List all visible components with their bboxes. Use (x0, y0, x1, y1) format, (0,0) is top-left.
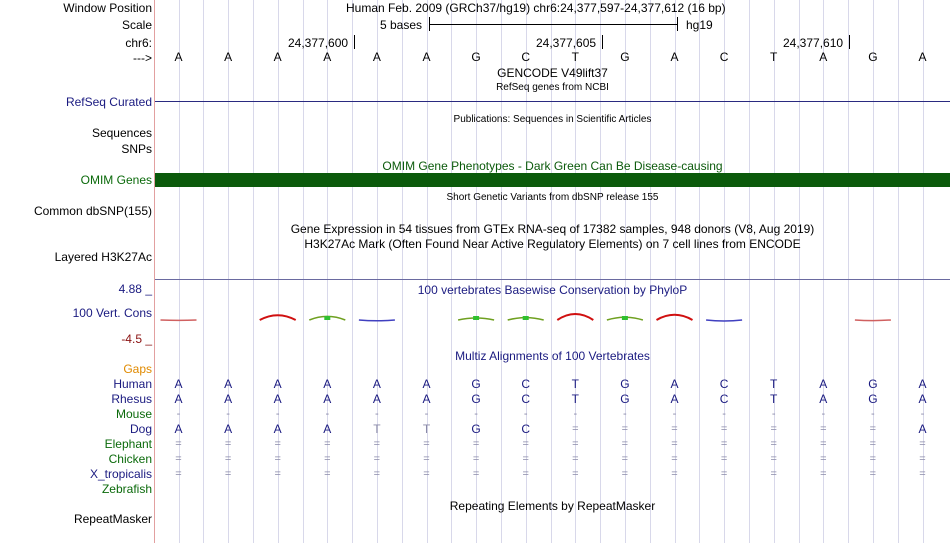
conservation-mark (706, 320, 742, 321)
alignment-base: = (820, 438, 827, 450)
alignment-base: = (373, 453, 381, 465)
track-label-dbsnp[interactable]: Common dbSNP(155) (33, 204, 152, 218)
track-label-h3k27ac[interactable]: Layered H3K27Ac (54, 250, 152, 264)
alignment-base: = (720, 423, 728, 435)
alignment-base: A (323, 377, 332, 391)
base-letter: A (224, 50, 233, 64)
alignment-base: A (372, 377, 381, 391)
alignment-base: - (573, 408, 578, 420)
alignment-base: = (770, 423, 777, 435)
alignment-base: A (224, 377, 233, 391)
alignment-base: - (375, 408, 379, 420)
alignment-base: A (422, 392, 431, 406)
alignment-base: = (720, 438, 728, 450)
alignment-base: G (868, 392, 878, 406)
alignment-base: G (620, 377, 630, 391)
alignment-base: = (324, 468, 331, 480)
h3k27ac-baseline (155, 279, 950, 280)
conservation-mark (557, 314, 593, 320)
alignment-base: A (224, 422, 233, 436)
base-letter: G (471, 50, 481, 64)
alignment-base: = (869, 453, 877, 465)
alignment-base: C (521, 422, 531, 436)
scale-db-text: hg19 (686, 18, 713, 32)
alignment-base: = (770, 438, 777, 450)
h3k27ac-title: H3K27Ac Mark (Often Found Near Active Regulatory Elements) on 7 cell lines from ENCODE (304, 237, 801, 251)
alignment-base: - (871, 408, 875, 420)
alignment-base: - (771, 408, 776, 420)
alignment-base: A (273, 377, 282, 391)
track-label-snps[interactable]: SNPs (121, 142, 152, 156)
alignment-base: = (869, 438, 877, 450)
cons-max-label: 4.88 _ (118, 282, 152, 296)
alignment-base: A (273, 392, 282, 406)
alignment-base: - (325, 408, 330, 420)
alignment-base: - (424, 408, 429, 420)
alignment-base: T (770, 377, 778, 391)
alignment-base: - (474, 408, 478, 420)
alignment-base: T (422, 422, 431, 436)
alignment-base: = (522, 453, 529, 465)
alignment-base: T (373, 422, 381, 436)
alignment-base: = (869, 468, 877, 480)
conservation-mark (359, 320, 395, 321)
coordinate-label: 24,377,605 (536, 36, 597, 50)
alignment-row (155, 467, 950, 481)
alignment-base: = (472, 453, 480, 465)
base-letter: A (323, 50, 332, 64)
coordinate-label: 24,377,600 (288, 36, 349, 50)
conservation-mark (260, 315, 296, 320)
publications-title: Publications: Sequences in Scientific Articles (453, 114, 652, 125)
alignment-row (155, 377, 950, 391)
alignment-base: = (621, 423, 629, 435)
alignment-base: A (422, 377, 431, 391)
label-chrom: chr6: (125, 36, 152, 50)
multiz-title: Multiz Alignments of 100 Vertebrates (455, 349, 650, 363)
alignment-base: - (226, 408, 230, 420)
scale-bar-line (429, 24, 677, 25)
species-label-dog[interactable]: Dog (129, 422, 152, 436)
alignment-base: C (521, 377, 531, 391)
gencode-title: GENCODE V49lift37 (497, 66, 608, 80)
alignment-base: - (920, 408, 925, 420)
alignment-row (155, 452, 950, 466)
base-letter: T (770, 50, 778, 64)
alignment-base: = (671, 453, 678, 465)
alignment-base: = (224, 468, 232, 480)
alignment-base: = (175, 438, 182, 450)
alignment-base: T (571, 392, 579, 406)
conservation-mark (523, 316, 529, 320)
alignment-base: A (174, 377, 183, 391)
alignment-base: - (275, 408, 280, 420)
alignment-base: = (572, 468, 579, 480)
alignment-base: = (373, 438, 381, 450)
alignment-row (155, 422, 950, 436)
alignment-base: G (620, 392, 630, 406)
species-label-elephant[interactable]: Elephant (104, 437, 152, 451)
alignment-base: - (672, 408, 677, 420)
conservation-plot[interactable] (155, 300, 950, 340)
alignment-base: A (670, 392, 679, 406)
label-scale: Scale (121, 18, 152, 32)
coordinate-tick (849, 35, 850, 49)
species-label-zebrafish[interactable]: Zebrafish (101, 482, 152, 496)
scale-text: 5 bases (380, 18, 423, 32)
alignment-base: = (423, 453, 430, 465)
conservation-mark (473, 316, 479, 320)
base-letter: A (422, 50, 431, 64)
alignment-base: A (918, 377, 927, 391)
species-label-human[interactable]: Human (113, 377, 152, 391)
alignment-base: A (918, 422, 927, 436)
alignment-row (155, 392, 950, 406)
alignment-base: = (373, 468, 381, 480)
alignment-base: = (274, 468, 281, 480)
alignment-row (155, 407, 950, 421)
base-sequence-row (155, 50, 950, 64)
alignment-base: = (522, 438, 529, 450)
conservation-mark (657, 315, 693, 320)
label-strand[interactable]: ---> (133, 51, 152, 65)
alignment-base: A (174, 422, 183, 436)
alignment-row (155, 437, 950, 451)
alignment-base: = (572, 453, 579, 465)
species-label-rhesus[interactable]: Rhesus (111, 392, 152, 406)
conservation-mark (622, 316, 628, 320)
alignment-base: = (224, 438, 232, 450)
refseq-track-line[interactable] (155, 101, 950, 102)
alignment-base: - (722, 408, 726, 420)
alignment-base: G (471, 377, 481, 391)
alignment-base: = (472, 468, 480, 480)
alignment-base: C (719, 377, 729, 391)
refseq-title: RefSeq genes from NCBI (496, 82, 609, 93)
alignment-base: = (522, 468, 529, 480)
alignment-base: = (820, 453, 827, 465)
alignment-base: T (571, 377, 579, 391)
alignment-base: = (770, 453, 777, 465)
alignment-base: = (671, 423, 678, 435)
label-window-position: Window Position (63, 1, 152, 15)
conservation-mark (324, 316, 330, 320)
track-label-gaps[interactable]: Gaps (123, 362, 152, 376)
alignment-base: - (623, 408, 627, 420)
alignment-base: A (224, 392, 233, 406)
alignment-base: - (523, 408, 528, 420)
dbsnp-title: Short Genetic Variants from dbSNP release 155 (446, 192, 659, 203)
base-letter: C (719, 50, 729, 64)
alignment-base: = (572, 438, 579, 450)
alignment-base: A (273, 422, 282, 436)
alignment-base: = (671, 438, 678, 450)
alignment-base: = (224, 453, 232, 465)
alignment-row (155, 482, 950, 496)
alignment-base: = (324, 453, 331, 465)
alignment-base: = (572, 423, 579, 435)
alignment-base: = (274, 438, 281, 450)
coordinate-label: 24,377,610 (783, 36, 844, 50)
alignment-base: G (471, 422, 481, 436)
base-letter: A (918, 50, 927, 64)
alignment-base: = (671, 468, 678, 480)
alignment-base: = (919, 468, 926, 480)
alignment-base: = (621, 468, 629, 480)
alignment-base: A (323, 422, 332, 436)
species-label-x_tropicalis[interactable]: X_tropicalis (89, 467, 152, 481)
alignment-base: A (372, 392, 381, 406)
alignment-base: A (819, 377, 828, 391)
track-label-refseq[interactable]: RefSeq Curated (65, 95, 152, 109)
alignment-base: A (174, 392, 183, 406)
alignment-base: = (869, 423, 877, 435)
base-letter: A (670, 50, 679, 64)
base-letter: G (620, 50, 630, 64)
base-letter: A (273, 50, 282, 64)
alignment-base: = (720, 468, 728, 480)
gtex-title: Gene Expression in 54 tissues from GTEx RNA-seq of 17382 samples, 948 donors (V8, Aug 2019) (290, 222, 815, 236)
base-letter: A (372, 50, 381, 64)
coordinate-tick (602, 35, 603, 49)
cons-min-label: -4.5 _ (121, 332, 152, 346)
base-letter: G (868, 50, 878, 64)
alignment-base: = (919, 453, 926, 465)
alignment-base: - (176, 408, 181, 420)
scale-bar-right-tick (677, 17, 678, 31)
coordinate-tick (354, 35, 355, 49)
alignment-base: C (521, 392, 531, 406)
conservation-mark (855, 320, 891, 321)
base-letter: T (571, 50, 579, 64)
alignment-base: = (621, 438, 629, 450)
alignment-base: G (868, 377, 878, 391)
alignment-base: = (919, 438, 926, 450)
alignment-base: = (274, 453, 281, 465)
alignment-base: = (423, 468, 430, 480)
alignment-base: = (621, 453, 629, 465)
species-label-mouse[interactable]: Mouse (115, 407, 152, 421)
track-label-omim[interactable]: OMIM Genes (80, 173, 152, 187)
base-letter: C (521, 50, 531, 64)
alignment-base: = (324, 438, 331, 450)
alignment-base: = (770, 468, 777, 480)
alignment-base: A (918, 392, 927, 406)
base-letter: A (819, 50, 828, 64)
track-label-cons[interactable]: 100 Vert. Cons (72, 306, 152, 320)
omim-title: OMIM Gene Phenotypes - Dark Green Can Be Disease-causing (382, 159, 723, 173)
track-label-sequences[interactable]: Sequences (91, 126, 152, 140)
base-letter: A (174, 50, 183, 64)
alignment-base: = (175, 468, 182, 480)
alignment-base: = (175, 453, 182, 465)
omim-feature-bar[interactable] (155, 173, 950, 187)
repeatmasker-title: Repeating Elements by RepeatMasker (449, 499, 656, 513)
alignment-base: - (821, 408, 826, 420)
alignment-base: A (323, 392, 332, 406)
alignment-base: A (670, 377, 679, 391)
phylop-title: 100 vertebrates Basewise Conservation by PhyloP (417, 283, 688, 297)
alignment-base: T (770, 392, 778, 406)
species-label-chicken[interactable]: Chicken (108, 452, 152, 466)
alignment-base: C (719, 392, 729, 406)
alignment-base: = (820, 468, 827, 480)
track-label-repeatmasker[interactable]: RepeatMasker (73, 512, 152, 526)
alignment-base: = (472, 438, 480, 450)
alignment-base: A (819, 392, 828, 406)
alignment-base: G (471, 392, 481, 406)
alignment-base: = (820, 423, 827, 435)
window-position-text: Human Feb. 2009 (GRCh37/hg19) chr6:24,377,597-24,377,612 (16 bp) (346, 1, 726, 15)
alignment-base: = (720, 453, 728, 465)
alignment-base: = (423, 438, 430, 450)
